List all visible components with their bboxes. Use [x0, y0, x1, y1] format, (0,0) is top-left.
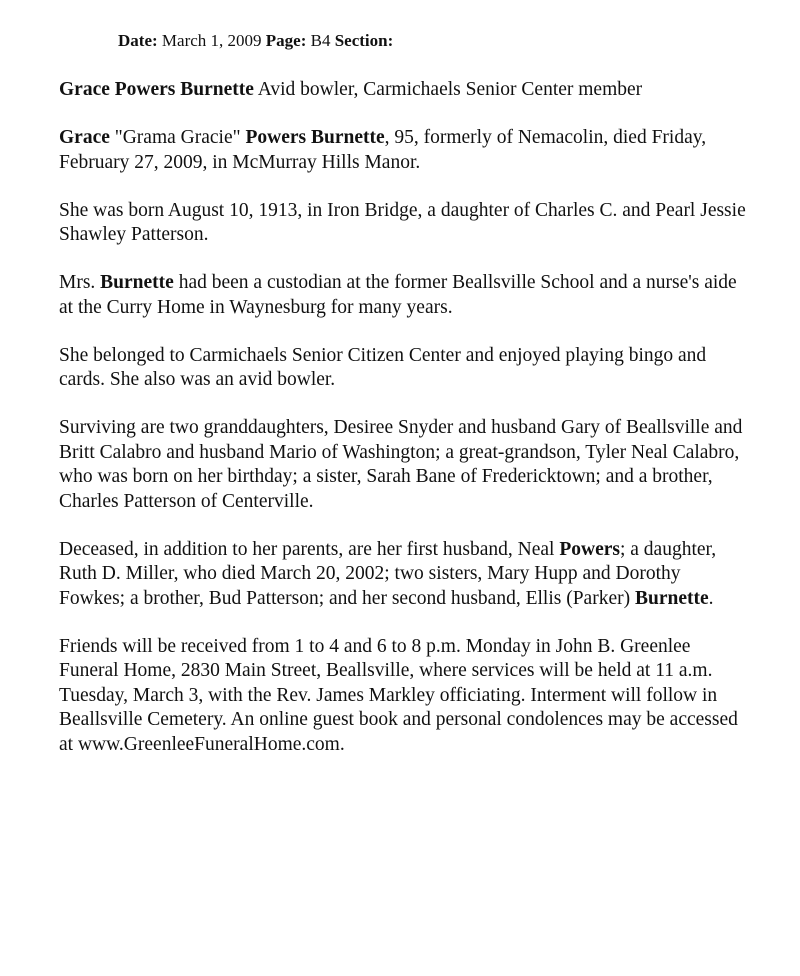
publication-header: [118, 30, 393, 52]
paragraph-career: [59, 271, 749, 320]
deceased-pre: Deceased, in addition to her parents, are her first husband, Neal: [59, 538, 560, 560]
paragraph-hobbies: She belonged to Carmichaels Senior Citizen Center and enjoyed playing bingo and cards. She also was an avid bowler.: [59, 344, 707, 390]
name-first: Grace: [59, 127, 110, 148]
deceased-name-burnette: Burnette: [634, 587, 709, 609]
date-value: March 1, 2009: [161, 31, 262, 50]
paragraph-birth: She was born August 10, 1913, in Iron Bridge, a daughter of Charles C. and Pearl Jessie Shawley Patterson.: [59, 199, 746, 245]
deceased-mid: ; a daughter, Ruth D. Miller, who died March 20, 2002; two sisters, Mary Hupp and Dorothy Fowkes; a brother, Bud Patterson; and her second husband, Ellis (Parker): [59, 538, 717, 609]
headline: [59, 78, 749, 103]
page-label: Page:: [265, 31, 307, 50]
death-details: , 95, formerly of Nemacolin, died Friday, February 27, 2009, in McMurray Hills Manor.: [59, 127, 707, 173]
career-pre: Mrs.: [59, 272, 101, 293]
paragraph-services: Friends will be received from 1 to 4 and 6 to 8 p.m. Monday in John B. Greenlee Funeral Home, 2830 Main Street, Beallsville, where services will be held at 11 a.m. Tuesday, March 3, with the Rev. James Markley officiating. Interment will follow in Beallsville Cemetery. An online guest book and personal condolences may be accessed at www.GreenleeFuneralHome.com.: [59, 635, 738, 755]
date-label: Date:: [118, 31, 158, 50]
paragraph-deceased: [59, 538, 749, 612]
career-name: Burnette: [100, 272, 174, 293]
page-value: B4: [310, 31, 331, 50]
deceased-post: .: [708, 587, 714, 609]
name-last: Powers Burnette: [245, 127, 385, 148]
paragraph-death-notice: [59, 126, 749, 175]
headline-tagline: Avid bowler, Carmichaels Senior Center member: [253, 79, 643, 100]
nickname: "Grama Gracie": [109, 127, 246, 148]
career-post: had been a custodian at the former Beallsville School and a nurse's aide at the Curry Home in Waynesburg for many years.: [59, 272, 737, 318]
obituary-body: [59, 78, 749, 781]
headline-name: Grace Powers Burnette: [59, 79, 254, 100]
paragraph-survivors: Surviving are two granddaughters, Desiree Snyder and husband Gary of Beallsville and Britt Calabro and husband Mario of Washington; a great-grandson, Tyler Neal Calabro, who was born on her birthday; a sister, Sarah Bane of Fredericktown; and a brother, Charles Patterson of Centerville.: [59, 417, 743, 512]
deceased-name-powers: Powers: [559, 538, 620, 560]
section-label: Section:: [334, 31, 394, 50]
